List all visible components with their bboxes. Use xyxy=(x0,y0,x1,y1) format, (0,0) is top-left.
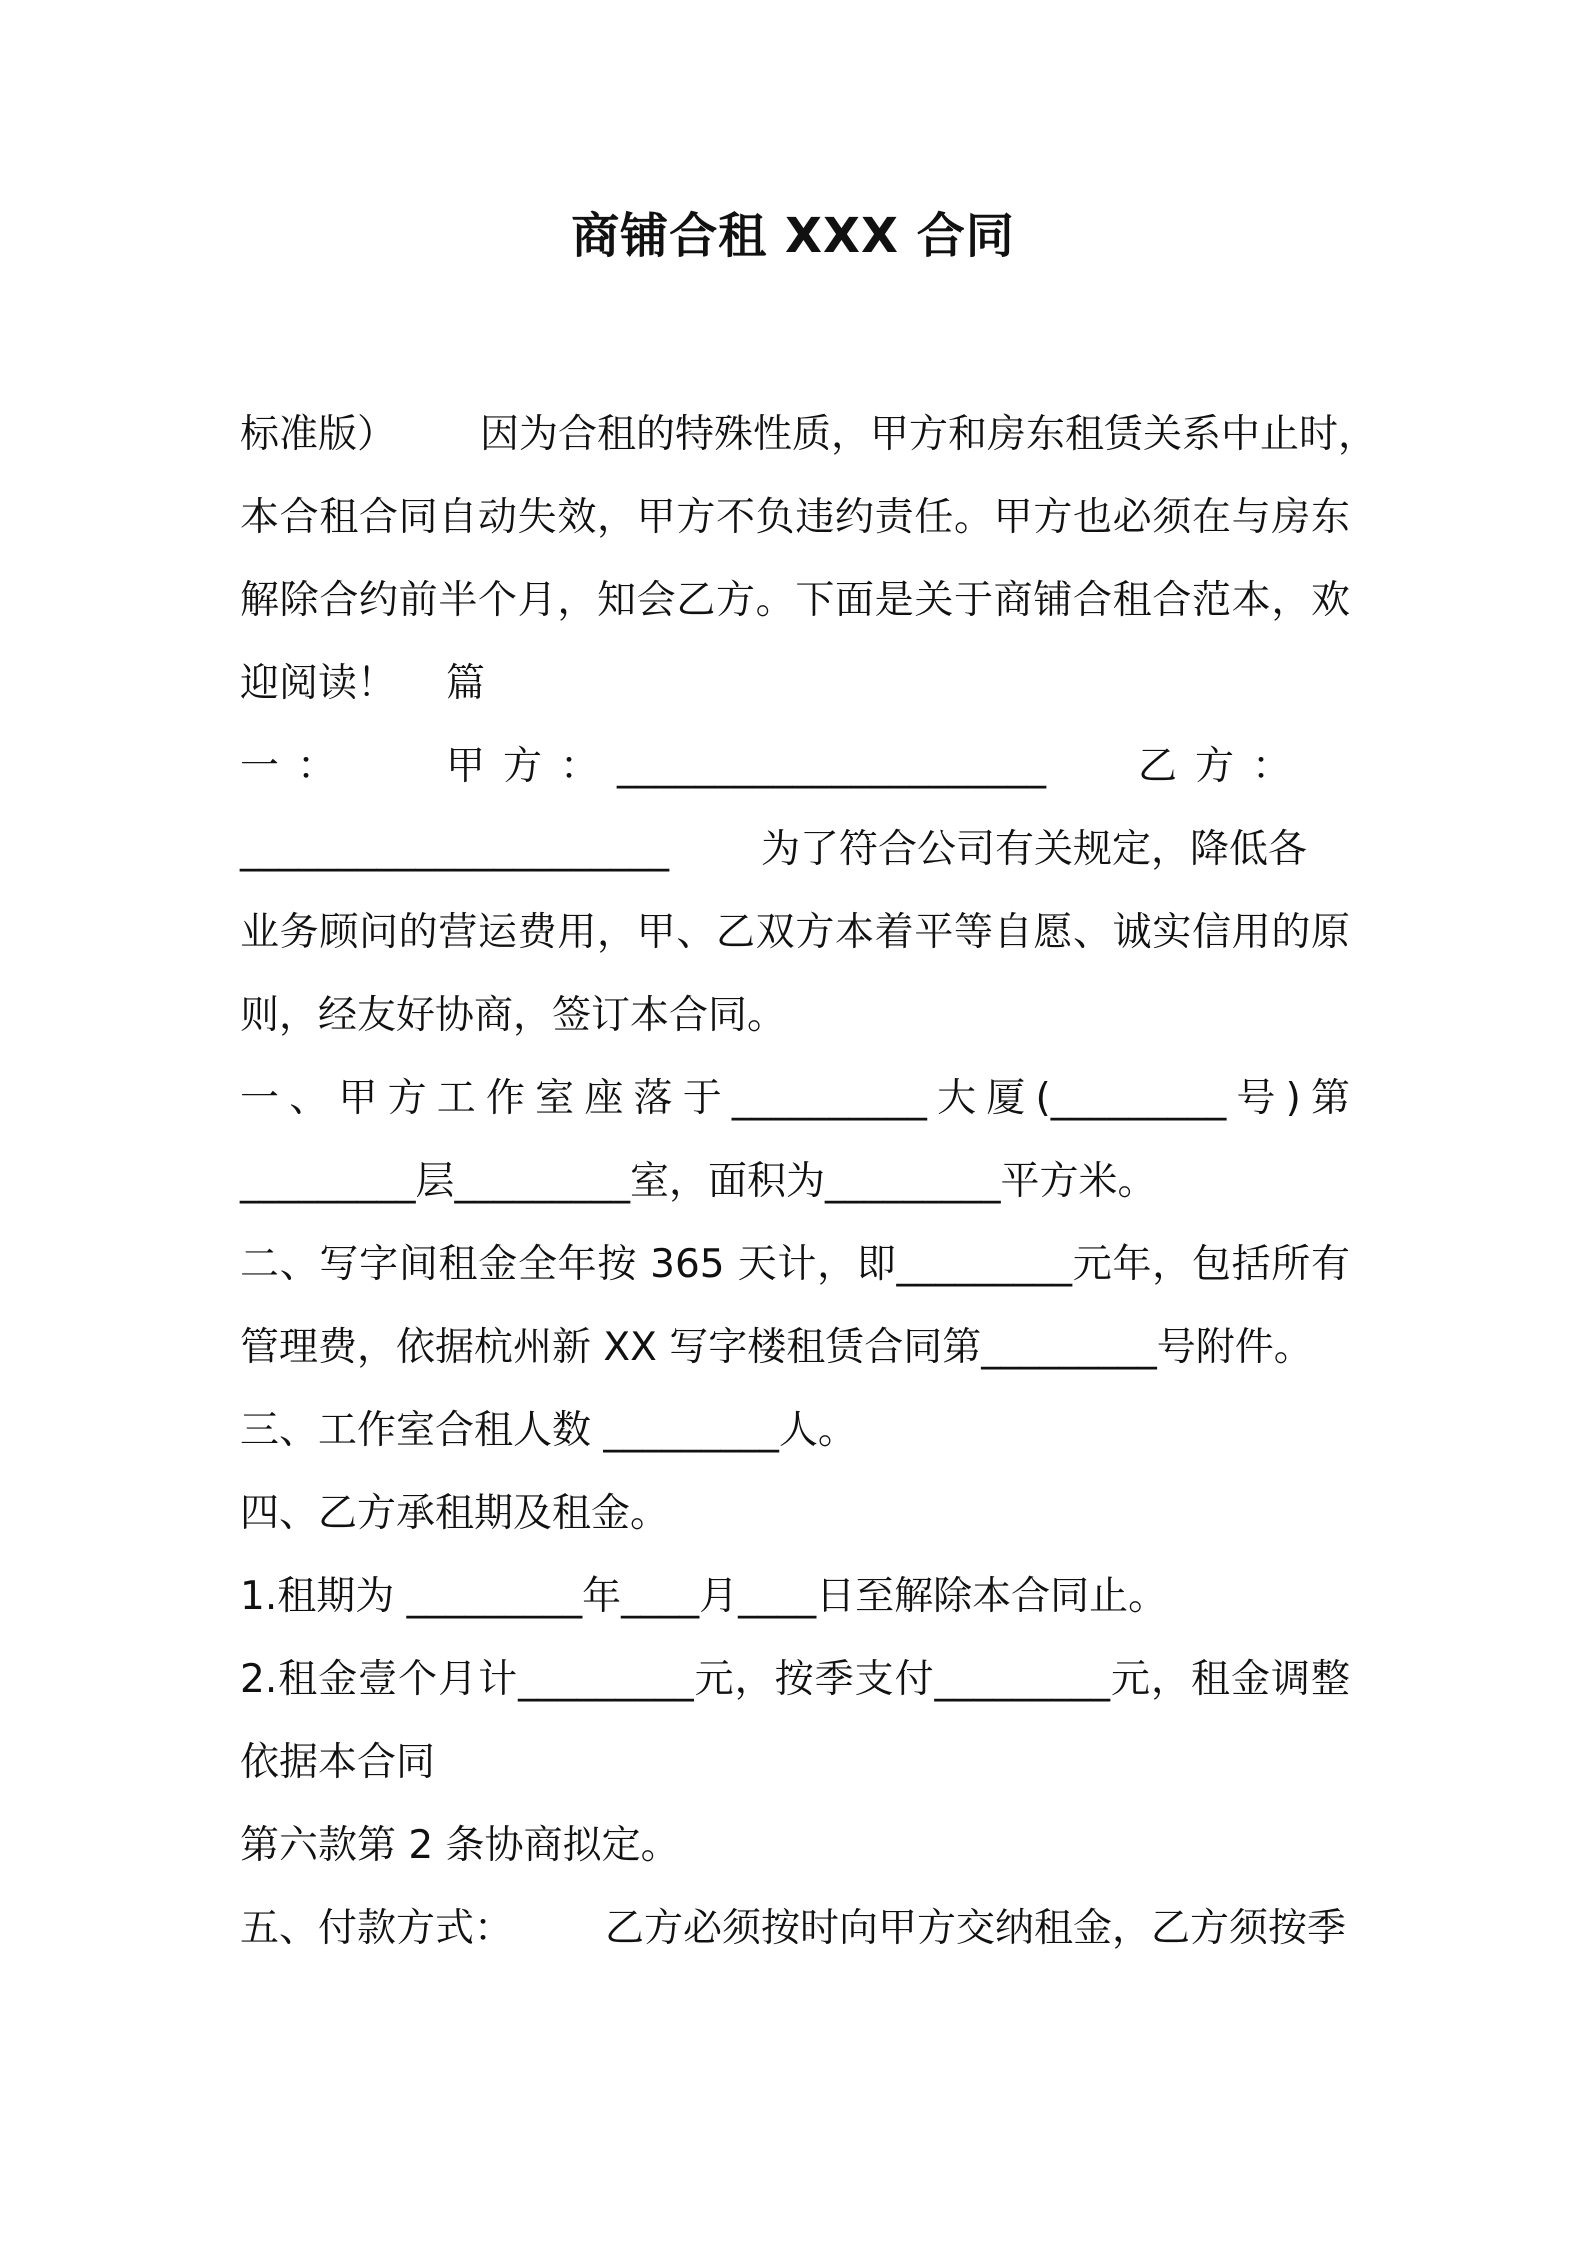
section-marker: 一： xyxy=(240,744,355,789)
party-b-label: 乙方： xyxy=(1138,744,1310,789)
text-segment: 乙方必须按时向甲方交纳租金，乙方须按季 xyxy=(605,1906,1347,1951)
text-segment: 标准版） xyxy=(240,412,397,457)
text-segment: 篇 xyxy=(446,661,486,706)
text-segment: 迎阅读！ xyxy=(240,661,397,706)
paragraph-line-2: 本合租合同自动失效，甲方不负违约责任。甲方也必须在与房东 xyxy=(240,495,1350,540)
clause-1-line-2: _________层_________室，面积为_________平方米。 xyxy=(240,1159,1157,1204)
text-segment: 因为合租的特殊性质，甲方和房东租赁关系中止时， xyxy=(480,412,1378,457)
paragraph-line-3: 解除合约前半个月，知会乙方。下面是关于商铺合租合范本，欢 xyxy=(240,578,1350,623)
party-b-blank: ______________________ xyxy=(240,827,669,872)
paragraph-line-1 xyxy=(240,412,1378,459)
clause-3: 三、工作室合租人数 _________人。 xyxy=(240,1408,857,1453)
party-a-blank: ______________________ xyxy=(617,744,1047,789)
paragraph-line-4 xyxy=(240,661,1350,708)
party-line xyxy=(240,744,1350,791)
clause-4-item-2-line-1: 2.租金壹个月计_________元，按季支付_________元，租金调整 xyxy=(240,1657,1350,1702)
clause-2-line-1: 二、写字间租金全年按 365 天计，即_________元年，包括所有 xyxy=(240,1242,1350,1287)
document-title: 商铺合租 XXX 合同 xyxy=(571,208,1015,264)
clause-4-item-1: 1.租期为 _________年____月____日至解除本合同止。 xyxy=(240,1574,1168,1619)
party-a-label: 甲方： xyxy=(446,744,618,789)
clause-4-item-2-line-3: 第六款第 2 条协商拟定。 xyxy=(240,1823,680,1868)
paragraph-line-7: 业务顾问的营运费用，甲、乙双方本着平等自愿、诚实信用的原 xyxy=(240,910,1350,955)
clause-4-heading: 四、乙方承租期及租金。 xyxy=(240,1491,670,1536)
clause-4-item-2-line-2: 依据本合同 xyxy=(240,1740,436,1785)
text-segment: 为了符合公司有关规定，降低各 xyxy=(761,827,1308,872)
clause-5-line-1 xyxy=(240,1906,1350,1953)
clause-2-line-2: 管理费，依据杭州新 XX 写字楼租赁合同第_________号附件。 xyxy=(240,1325,1313,1370)
text-segment: 五、付款方式： xyxy=(240,1906,514,1951)
paragraph-line-8: 则，经友好协商，签订本合同。 xyxy=(240,993,787,1038)
paragraph-line-6 xyxy=(240,827,1350,874)
clause-1-line-1: 一、甲方工作室座落于__________大厦(_________号)第 xyxy=(240,1076,1350,1121)
